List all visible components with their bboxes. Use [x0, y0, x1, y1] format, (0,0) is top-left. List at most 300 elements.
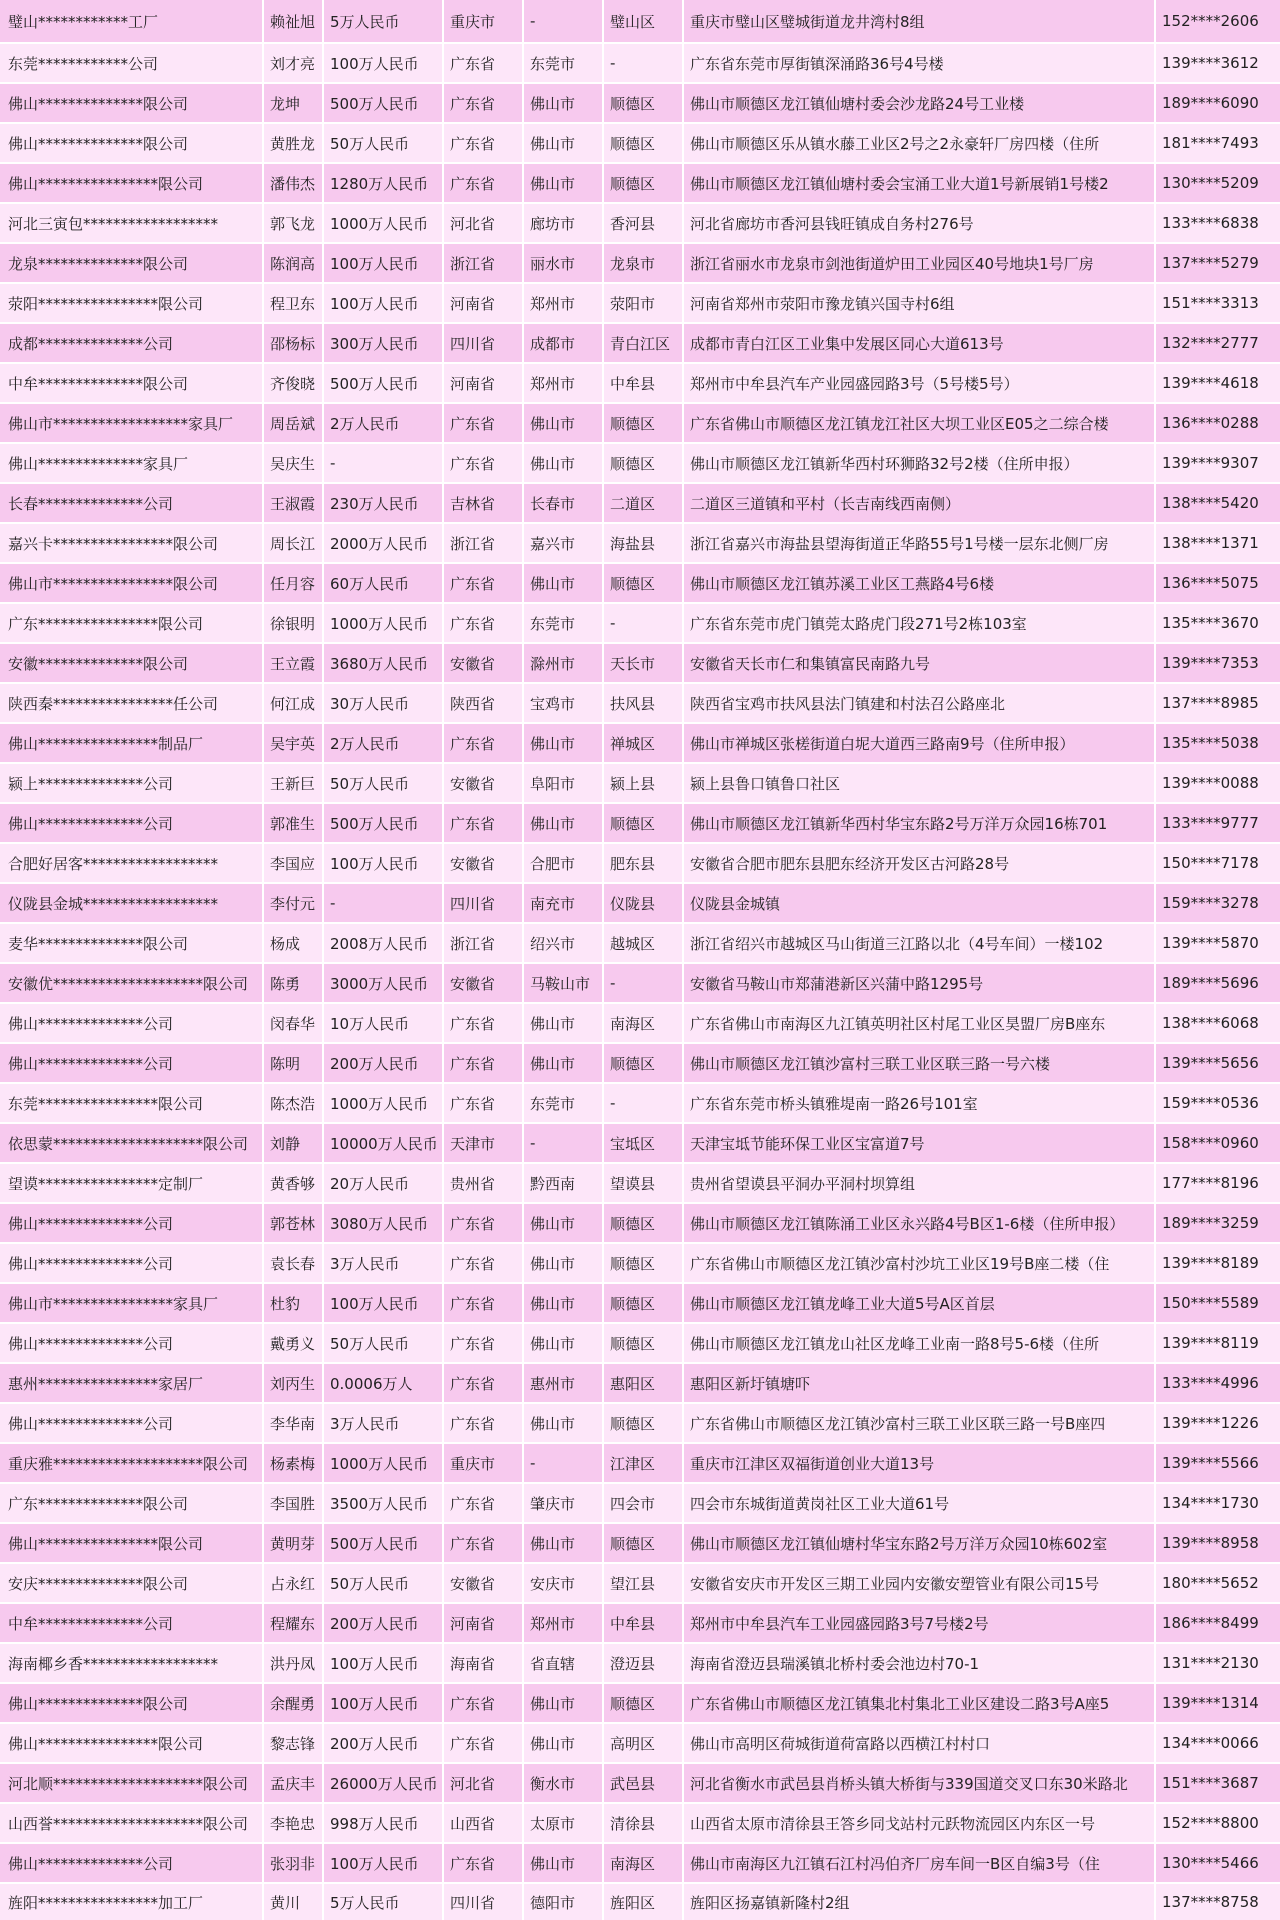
capital-cell: 50万人民币: [324, 1564, 444, 1604]
district-cell: 天长市: [604, 644, 684, 684]
city-cell: 东莞市: [524, 1084, 604, 1124]
capital-cell: 100万人民币: [324, 284, 444, 324]
legal-rep-cell: 龙坤: [264, 84, 324, 124]
district-cell: 二道区: [604, 484, 684, 524]
address-cell: 佛山市顺德区龙江镇仙塘村委会宝涌工业大道1号新展销1号楼2: [684, 164, 1156, 204]
address-cell: 佛山市顺德区龙江镇龙山社区龙峰工业南一路8号5-6楼（住所: [684, 1324, 1156, 1364]
city-cell: 太原市: [524, 1804, 604, 1844]
phone-cell: 136****5075: [1156, 564, 1280, 604]
city-cell: 德阳市: [524, 1884, 604, 1920]
address-cell: 二道区三道镇和平村（长吉南线西南侧）: [684, 484, 1156, 524]
phone-cell: 152****2606: [1156, 0, 1280, 44]
legal-rep-cell: 洪丹凤: [264, 1644, 324, 1684]
city-cell: 宝鸡市: [524, 684, 604, 724]
district-cell: 海盐县: [604, 524, 684, 564]
legal-rep-cell: 李国应: [264, 844, 324, 884]
city-cell: 佛山市: [524, 1724, 604, 1764]
city-cell: 成都市: [524, 324, 604, 364]
company-name-cell: 安庆**************限公司: [0, 1564, 264, 1604]
table-row: [0, 404, 1280, 444]
phone-cell: 136****0288: [1156, 404, 1280, 444]
phone-cell: 137****8758: [1156, 1884, 1280, 1920]
legal-rep-cell: 程耀东: [264, 1604, 324, 1644]
district-cell: -: [604, 604, 684, 644]
legal-rep-cell: 郭苍林: [264, 1204, 324, 1244]
company-name-cell: 广东****************限公司: [0, 604, 264, 644]
province-cell: 广东省: [444, 1004, 524, 1044]
phone-cell: 152****8800: [1156, 1804, 1280, 1844]
province-cell: 安徽省: [444, 1564, 524, 1604]
district-cell: 肥东县: [604, 844, 684, 884]
capital-cell: 100万人民币: [324, 1844, 444, 1884]
company-name-cell: 佛山市****************家具厂: [0, 1284, 264, 1324]
company-name-cell: 成都**************公司: [0, 324, 264, 364]
company-name-cell: 合肥好居客******************: [0, 844, 264, 884]
company-name-cell: 仪陇县金城******************: [0, 884, 264, 924]
table-row: [0, 1884, 1280, 1920]
company-name-cell: 重庆雅********************限公司: [0, 1444, 264, 1484]
company-name-cell: 佛山**************限公司: [0, 84, 264, 124]
district-cell: 宝坻区: [604, 1124, 684, 1164]
district-cell: -: [604, 1084, 684, 1124]
table-row: [0, 0, 1280, 44]
province-cell: 山西省: [444, 1804, 524, 1844]
legal-rep-cell: 王立霞: [264, 644, 324, 684]
phone-cell: 131****2130: [1156, 1644, 1280, 1684]
capital-cell: 20万人民币: [324, 1164, 444, 1204]
legal-rep-cell: 王淑霞: [264, 484, 324, 524]
table-row: [0, 44, 1280, 84]
city-cell: 东莞市: [524, 604, 604, 644]
province-cell: 四川省: [444, 1884, 524, 1920]
legal-rep-cell: 程卫东: [264, 284, 324, 324]
phone-cell: 180****5652: [1156, 1564, 1280, 1604]
province-cell: 广东省: [444, 84, 524, 124]
phone-cell: 130****5209: [1156, 164, 1280, 204]
address-cell: 广东省东莞市厚街镇深涌路36号4号楼: [684, 44, 1156, 84]
legal-rep-cell: 刘才亮: [264, 44, 324, 84]
capital-cell: 100万人民币: [324, 44, 444, 84]
address-cell: 佛山市南海区九江镇石江村冯伯齐厂房车间一B区自编3号（住: [684, 1844, 1156, 1884]
city-cell: 惠州市: [524, 1364, 604, 1404]
phone-cell: 158****0960: [1156, 1124, 1280, 1164]
table-row: [0, 1524, 1280, 1564]
city-cell: 阜阳市: [524, 764, 604, 804]
province-cell: 广东省: [444, 1684, 524, 1724]
capital-cell: 230万人民币: [324, 484, 444, 524]
province-cell: 广东省: [444, 44, 524, 84]
table-row: [0, 924, 1280, 964]
address-cell: 陕西省宝鸡市扶风县法门镇建和村法召公路座北: [684, 684, 1156, 724]
legal-rep-cell: 余醒勇: [264, 1684, 324, 1724]
legal-rep-cell: 黄胜龙: [264, 124, 324, 164]
district-cell: 顺德区: [604, 444, 684, 484]
district-cell: 顺德区: [604, 164, 684, 204]
legal-rep-cell: 吴庆生: [264, 444, 324, 484]
province-cell: 广东省: [444, 1524, 524, 1564]
legal-rep-cell: 占永红: [264, 1564, 324, 1604]
table-row: [0, 1844, 1280, 1884]
district-cell: 顺德区: [604, 1324, 684, 1364]
province-cell: 吉林省: [444, 484, 524, 524]
address-cell: 安徽省合肥市肥东县肥东经济开发区古河路28号: [684, 844, 1156, 884]
phone-cell: 139****5566: [1156, 1444, 1280, 1484]
address-cell: 佛山市顺德区龙江镇仙塘村华宝东路2号万洋万众园10栋602室: [684, 1524, 1156, 1564]
address-cell: 佛山市高明区荷城街道荷富路以西横江村村口: [684, 1724, 1156, 1764]
legal-rep-cell: 孟庆丰: [264, 1764, 324, 1804]
legal-rep-cell: 赖祉旭: [264, 0, 324, 44]
province-cell: 重庆市: [444, 0, 524, 44]
district-cell: 顺德区: [604, 84, 684, 124]
province-cell: 广东省: [444, 164, 524, 204]
province-cell: 广东省: [444, 124, 524, 164]
district-cell: 越城区: [604, 924, 684, 964]
address-cell: 四会市东城街道黄岗社区工业大道61号: [684, 1484, 1156, 1524]
capital-cell: 50万人民币: [324, 764, 444, 804]
legal-rep-cell: 李付元: [264, 884, 324, 924]
table-row: [0, 1484, 1280, 1524]
city-cell: 丽水市: [524, 244, 604, 284]
city-cell: 合肥市: [524, 844, 604, 884]
address-cell: 成都市青白江区工业集中发展区同心大道613号: [684, 324, 1156, 364]
province-cell: 广东省: [444, 604, 524, 644]
city-cell: 佛山市: [524, 1244, 604, 1284]
table-row: [0, 1324, 1280, 1364]
company-name-cell: 山西誉********************限公司: [0, 1804, 264, 1844]
city-cell: 佛山市: [524, 804, 604, 844]
table-row: [0, 1284, 1280, 1324]
phone-cell: 177****8196: [1156, 1164, 1280, 1204]
company-name-cell: 佛山**************公司: [0, 1844, 264, 1884]
legal-rep-cell: 潘伟杰: [264, 164, 324, 204]
district-cell: 江津区: [604, 1444, 684, 1484]
phone-cell: 134****1730: [1156, 1484, 1280, 1524]
capital-cell: 50万人民币: [324, 1324, 444, 1364]
province-cell: 河南省: [444, 284, 524, 324]
phone-cell: 181****7493: [1156, 124, 1280, 164]
province-cell: 广东省: [444, 1044, 524, 1084]
legal-rep-cell: 张羽非: [264, 1844, 324, 1884]
table-row: [0, 1204, 1280, 1244]
district-cell: -: [604, 44, 684, 84]
capital-cell: 500万人民币: [324, 84, 444, 124]
address-cell: 安徽省安庆市开发区三期工业园内安徽安塑管业有限公司15号: [684, 1564, 1156, 1604]
city-cell: 佛山市: [524, 164, 604, 204]
address-cell: 广东省佛山市顺德区龙江镇沙富村三联工业区联三路一号B座四: [684, 1404, 1156, 1444]
table-row: [0, 1644, 1280, 1684]
province-cell: 安徽省: [444, 644, 524, 684]
city-cell: 长春市: [524, 484, 604, 524]
capital-cell: 998万人民币: [324, 1804, 444, 1844]
province-cell: 广东省: [444, 404, 524, 444]
phone-cell: 139****0088: [1156, 764, 1280, 804]
province-cell: 天津市: [444, 1124, 524, 1164]
capital-cell: 1000万人民币: [324, 1444, 444, 1484]
legal-rep-cell: 郭准生: [264, 804, 324, 844]
company-name-cell: 旌阳****************加工厂: [0, 1884, 264, 1920]
city-cell: 马鞍山市: [524, 964, 604, 1004]
table-row: [0, 1604, 1280, 1644]
legal-rep-cell: 袁长春: [264, 1244, 324, 1284]
city-cell: 佛山市: [524, 1404, 604, 1444]
legal-rep-cell: 齐俊晓: [264, 364, 324, 404]
capital-cell: 300万人民币: [324, 324, 444, 364]
company-name-cell: 佛山****************限公司: [0, 1524, 264, 1564]
province-cell: 广东省: [444, 724, 524, 764]
province-cell: 广东省: [444, 1484, 524, 1524]
capital-cell: 200万人民币: [324, 1604, 444, 1644]
capital-cell: 500万人民币: [324, 364, 444, 404]
phone-cell: 135****5038: [1156, 724, 1280, 764]
province-cell: 河南省: [444, 364, 524, 404]
province-cell: 河北省: [444, 1764, 524, 1804]
company-name-cell: 佛山**************限公司: [0, 1684, 264, 1724]
address-cell: 旌阳区扬嘉镇新隆村2组: [684, 1884, 1156, 1920]
table-row: [0, 1044, 1280, 1084]
address-cell: 佛山市顺德区龙江镇陈涌工业区永兴路4号B区1-6楼（住所申报）: [684, 1204, 1156, 1244]
capital-cell: -: [324, 884, 444, 924]
district-cell: 扶风县: [604, 684, 684, 724]
district-cell: 澄迈县: [604, 1644, 684, 1684]
city-cell: 滁州市: [524, 644, 604, 684]
capital-cell: 200万人民币: [324, 1044, 444, 1084]
capital-cell: 500万人民币: [324, 804, 444, 844]
phone-cell: 139****4618: [1156, 364, 1280, 404]
address-cell: 郑州市中牟县汽车产业园盛园路3号（5号楼5号）: [684, 364, 1156, 404]
legal-rep-cell: 黄香够: [264, 1164, 324, 1204]
address-cell: 安徽省天长市仁和集镇富民南路九号: [684, 644, 1156, 684]
district-cell: 顺德区: [604, 1044, 684, 1084]
province-cell: 浙江省: [444, 244, 524, 284]
province-cell: 广东省: [444, 1084, 524, 1124]
capital-cell: 100万人民币: [324, 844, 444, 884]
city-cell: 佛山市: [524, 444, 604, 484]
city-cell: 嘉兴市: [524, 524, 604, 564]
legal-rep-cell: 陈勇: [264, 964, 324, 1004]
province-cell: 安徽省: [444, 964, 524, 1004]
province-cell: 浙江省: [444, 924, 524, 964]
capital-cell: 100万人民币: [324, 1284, 444, 1324]
address-cell: 广东省佛山市顺德区龙江镇沙富村沙坑工业区19号B座二楼（住: [684, 1244, 1156, 1284]
phone-cell: 139****1226: [1156, 1404, 1280, 1444]
legal-rep-cell: 刘静: [264, 1124, 324, 1164]
city-cell: 东莞市: [524, 44, 604, 84]
table-row: [0, 844, 1280, 884]
phone-cell: 139****8119: [1156, 1324, 1280, 1364]
legal-rep-cell: 任月容: [264, 564, 324, 604]
phone-cell: 139****8189: [1156, 1244, 1280, 1284]
table-row: [0, 604, 1280, 644]
province-cell: 广东省: [444, 1364, 524, 1404]
city-cell: 肇庆市: [524, 1484, 604, 1524]
table-row: [0, 1124, 1280, 1164]
capital-cell: 3680万人民币: [324, 644, 444, 684]
company-name-cell: 佛山市****************限公司: [0, 564, 264, 604]
table-row: [0, 644, 1280, 684]
legal-rep-cell: 闵春华: [264, 1004, 324, 1044]
table-row: [0, 204, 1280, 244]
district-cell: 顺德区: [604, 1524, 684, 1564]
phone-cell: 130****5466: [1156, 1844, 1280, 1884]
district-cell: 中牟县: [604, 364, 684, 404]
address-cell: 颍上县鲁口镇鲁口社区: [684, 764, 1156, 804]
province-cell: 浙江省: [444, 524, 524, 564]
district-cell: 颍上县: [604, 764, 684, 804]
address-cell: 河南省郑州市荥阳市豫龙镇兴国寺村6组: [684, 284, 1156, 324]
phone-cell: 189****6090: [1156, 84, 1280, 124]
company-name-cell: 佛山**************公司: [0, 1204, 264, 1244]
company-name-cell: 佛山**************公司: [0, 1244, 264, 1284]
city-cell: 廊坊市: [524, 204, 604, 244]
legal-rep-cell: 李国胜: [264, 1484, 324, 1524]
phone-cell: 159****0536: [1156, 1084, 1280, 1124]
address-cell: 佛山市顺德区龙江镇新华西村环狮路32号2楼（住所申报）: [684, 444, 1156, 484]
district-cell: 惠阳区: [604, 1364, 684, 1404]
district-cell: 香河县: [604, 204, 684, 244]
capital-cell: 100万人民币: [324, 244, 444, 284]
company-name-cell: 佛山**************限公司: [0, 124, 264, 164]
address-cell: 安徽省马鞍山市郑蒲港新区兴蒲中路1295号: [684, 964, 1156, 1004]
company-name-cell: 佛山市******************家具厂: [0, 404, 264, 444]
phone-cell: 139****9307: [1156, 444, 1280, 484]
address-cell: 佛山市顺德区龙江镇新华西村华宝东路2号万洋万众园16栋701: [684, 804, 1156, 844]
city-cell: 佛山市: [524, 1284, 604, 1324]
city-cell: 佛山市: [524, 1524, 604, 1564]
phone-cell: 134****0066: [1156, 1724, 1280, 1764]
phone-cell: 139****8958: [1156, 1524, 1280, 1564]
city-cell: 郑州市: [524, 364, 604, 404]
capital-cell: 2000万人民币: [324, 524, 444, 564]
phone-cell: 139****5870: [1156, 924, 1280, 964]
table-row: [0, 1364, 1280, 1404]
table-row: [0, 1084, 1280, 1124]
district-cell: 仪陇县: [604, 884, 684, 924]
company-name-cell: 安徽优********************限公司: [0, 964, 264, 1004]
company-name-cell: 中牟**************限公司: [0, 364, 264, 404]
province-cell: 四川省: [444, 324, 524, 364]
district-cell: 龙泉市: [604, 244, 684, 284]
table-row: [0, 724, 1280, 764]
table-row: [0, 1724, 1280, 1764]
company-name-cell: 安徽**************限公司: [0, 644, 264, 684]
legal-rep-cell: 陈杰浩: [264, 1084, 324, 1124]
table-row: [0, 244, 1280, 284]
table-row: [0, 484, 1280, 524]
province-cell: 广东省: [444, 1724, 524, 1764]
district-cell: 青白江区: [604, 324, 684, 364]
capital-cell: 26000万人民币: [324, 1764, 444, 1804]
capital-cell: 3万人民币: [324, 1404, 444, 1444]
province-cell: 广东省: [444, 1844, 524, 1884]
address-cell: 浙江省绍兴市越城区马山街道三江路以北（4号车间）一楼102: [684, 924, 1156, 964]
province-cell: 河南省: [444, 1604, 524, 1644]
phone-cell: 139****7353: [1156, 644, 1280, 684]
address-cell: 佛山市顺德区龙江镇仙塘村委会沙龙路24号工业楼: [684, 84, 1156, 124]
legal-rep-cell: 刘丙生: [264, 1364, 324, 1404]
company-name-cell: 东莞************公司: [0, 44, 264, 84]
capital-cell: 1000万人民币: [324, 204, 444, 244]
district-cell: 望谟县: [604, 1164, 684, 1204]
province-cell: 海南省: [444, 1644, 524, 1684]
company-name-cell: 海南椰乡香******************: [0, 1644, 264, 1684]
district-cell: 璧山区: [604, 0, 684, 44]
district-cell: 顺德区: [604, 564, 684, 604]
district-cell: 旌阳区: [604, 1884, 684, 1920]
phone-cell: 133****6838: [1156, 204, 1280, 244]
company-name-cell: 惠州****************家居厂: [0, 1364, 264, 1404]
district-cell: 南海区: [604, 1844, 684, 1884]
address-cell: 广东省东莞市桥头镇雅堤南一路26号101室: [684, 1084, 1156, 1124]
district-cell: 荥阳市: [604, 284, 684, 324]
phone-cell: 135****3670: [1156, 604, 1280, 644]
address-cell: 仪陇县金城镇: [684, 884, 1156, 924]
capital-cell: 10000万人民币: [324, 1124, 444, 1164]
address-cell: 浙江省丽水市龙泉市剑池街道炉田工业园区40号地块1号厂房: [684, 244, 1156, 284]
province-cell: 四川省: [444, 884, 524, 924]
address-cell: 惠阳区新圩镇塘吓: [684, 1364, 1156, 1404]
company-name-cell: 长春**************公司: [0, 484, 264, 524]
address-cell: 郑州市中牟县汽车工业园盛园路3号7号楼2号: [684, 1604, 1156, 1644]
phone-cell: 133****4996: [1156, 1364, 1280, 1404]
city-cell: 佛山市: [524, 564, 604, 604]
city-cell: 佛山市: [524, 1004, 604, 1044]
city-cell: 绍兴市: [524, 924, 604, 964]
table-row: [0, 364, 1280, 404]
city-cell: 省直辖: [524, 1644, 604, 1684]
phone-cell: 186****8499: [1156, 1604, 1280, 1644]
capital-cell: 30万人民币: [324, 684, 444, 724]
city-cell: -: [524, 0, 604, 44]
legal-rep-cell: 黄川: [264, 1884, 324, 1920]
capital-cell: 1280万人民币: [324, 164, 444, 204]
province-cell: 贵州省: [444, 1164, 524, 1204]
address-cell: 佛山市顺德区龙江镇沙富村三联工业区联三路一号六楼: [684, 1044, 1156, 1084]
table-row: [0, 164, 1280, 204]
table-row: [0, 564, 1280, 604]
table-row: [0, 884, 1280, 924]
province-cell: 广东省: [444, 1284, 524, 1324]
capital-cell: 5万人民币: [324, 0, 444, 44]
legal-rep-cell: 徐银明: [264, 604, 324, 644]
company-name-cell: 东莞****************限公司: [0, 1084, 264, 1124]
legal-rep-cell: 李艳忠: [264, 1804, 324, 1844]
company-name-cell: 佛山**************家具厂: [0, 444, 264, 484]
legal-rep-cell: 周岳斌: [264, 404, 324, 444]
capital-cell: 10万人民币: [324, 1004, 444, 1044]
capital-cell: 500万人民币: [324, 1524, 444, 1564]
table-row: [0, 764, 1280, 804]
province-cell: 广东省: [444, 804, 524, 844]
legal-rep-cell: 陈明: [264, 1044, 324, 1084]
capital-cell: 3000万人民币: [324, 964, 444, 1004]
company-name-cell: 依思蒙********************限公司: [0, 1124, 264, 1164]
phone-cell: 189****5696: [1156, 964, 1280, 1004]
table-row: [0, 1564, 1280, 1604]
capital-cell: 60万人民币: [324, 564, 444, 604]
address-cell: 重庆市璧山区璧城街道龙井湾村8组: [684, 0, 1156, 44]
table-row: [0, 1404, 1280, 1444]
legal-rep-cell: 陈润高: [264, 244, 324, 284]
district-cell: 顺德区: [604, 124, 684, 164]
province-cell: 广东省: [444, 1404, 524, 1444]
capital-cell: 2万人民币: [324, 404, 444, 444]
company-name-cell: 佛山**************公司: [0, 804, 264, 844]
company-name-cell: 河北三寅包******************: [0, 204, 264, 244]
district-cell: 四会市: [604, 1484, 684, 1524]
city-cell: 佛山市: [524, 724, 604, 764]
district-cell: 高明区: [604, 1724, 684, 1764]
capital-cell: 3500万人民币: [324, 1484, 444, 1524]
